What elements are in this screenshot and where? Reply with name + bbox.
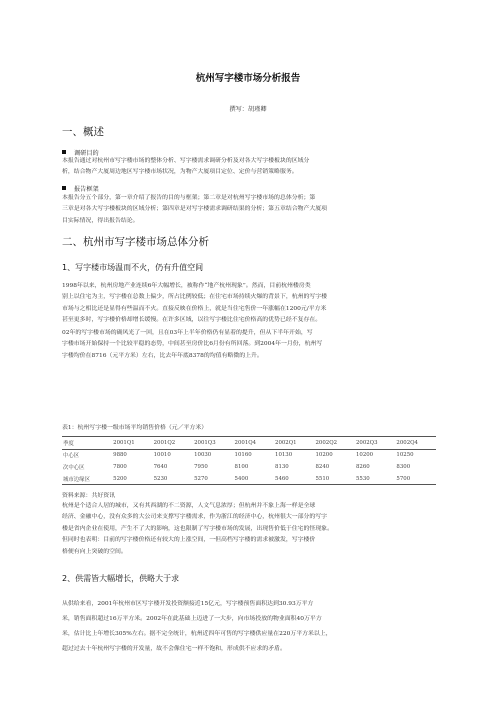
table-cell: 10010	[153, 452, 171, 459]
table-cell: 10030	[194, 452, 212, 459]
text-line: 字楼均价在8716（元平方米）左右，比去年年底8378的均值有略微的上升。	[62, 352, 263, 359]
paragraph-research-purpose	[62, 156, 436, 179]
report-title: 杭州写字楼市场分析报告	[195, 73, 301, 84]
section-2-heading: 二、杭州市写字楼市场总体分析	[62, 236, 209, 248]
text-line: 1998年以来，杭州房地产业连续6年大幅增长，被称作“地产杭州现象”。然而，目前杭州楼房类	[62, 283, 311, 289]
text-line: 楼是省内企业在使用，产生不了大的影响，这也限制了写字楼市场的发展，出现售价低于住宅的怪现象。	[62, 525, 333, 532]
text-line: 但同时也表明：目前的写字楼价格还有较大的上涨空间，一但高档写字楼的需求被激发，写字楼价	[62, 537, 316, 544]
table-cell: 5510	[314, 473, 354, 485]
table-cell: 8240	[315, 463, 330, 470]
table-header-cell: 2002Q3	[355, 437, 395, 450]
text-line: 从供给来看，2001年杭州市区写字楼开发投资额接近15亿元，写字楼预售面积达到30.93万平方	[62, 601, 314, 607]
table-cell: 5230	[153, 473, 193, 485]
table-cell: 9880	[113, 452, 127, 459]
text-line: 本报告通过对杭州市写字楼市场的整体分析、写字楼需求调研分析及对各大写字楼板块的区域分	[62, 158, 310, 164]
text-line: 米，销售面积超过16万平方米。2002年在此基础上迈进了一大步，向市场投放的物业面积40万平方	[62, 616, 322, 622]
table-header-cell: 2002Q4	[395, 437, 436, 450]
text-line: 析，结合物产大厦周边地区写字楼市场状况，为物产大厦项目定位、定价与营销策略服务。	[62, 169, 298, 176]
table-cell: 城市边缘区	[62, 473, 112, 485]
table-header-cell: 2002Q2	[314, 437, 354, 450]
table-cell: 8260	[355, 463, 370, 470]
table-header-cell: 2001Q3	[193, 437, 233, 450]
table-cell: 5460	[274, 473, 314, 485]
text-line: 目实际情况，得出报告结论。	[62, 217, 139, 224]
text-line: 字楼市场开始保持一个比较平稳的态势，中间甚至房价比6月份有所回落。到2004年一月份，杭州写	[62, 341, 323, 348]
table-header-cell: 2001Q1	[112, 437, 152, 450]
text-line: 米，估计比上年增长305%左右。据不完全统计，杭州近四年可售的写字楼供应量在220万平方米以上，	[62, 631, 332, 637]
text-line: 超过过去十年杭州写字楼的开发量，故不会像住宅一样不饱和，形成供不应求的矛盾。	[62, 646, 286, 652]
table-cell: 7800	[113, 463, 127, 470]
text-line: 别上以住宅为主，写字楼在总数上偏少，所占比例较低；在住宅市场持续火爆的背景下，杭州的写字楼	[62, 294, 328, 301]
table-cell: 5200	[112, 473, 152, 485]
table-source: 资料来源：共好资讯	[62, 493, 116, 499]
text-line: 甚至更多时，写字楼价格却增长缓慢。在许多区域，以往写字楼比住宅价格高的优势已经不复存在。	[62, 317, 322, 324]
subsection-1-heading: 1、写字楼市场温而不火，仍有升值空间	[62, 263, 204, 272]
table-cell: 7950	[194, 463, 208, 470]
table-cell: 10200	[315, 452, 333, 459]
square-bullet-icon	[62, 150, 66, 154]
table-header-cell: 2001Q4	[234, 437, 274, 450]
text-line: 格便有向上突破的空间。	[62, 548, 127, 555]
table-header-row	[62, 437, 436, 450]
table-header-cell: 2002Q1	[274, 437, 314, 450]
text-line: 市场与之相比还是显得有些温而不火。直接反映在价格上，就是当住宅售价一年涨幅在1200元/平方米	[62, 305, 327, 312]
table-cell: 5400	[234, 473, 274, 485]
report-author: 撰写：胡瑾卿	[229, 106, 267, 113]
table-cell: 8130	[275, 463, 289, 470]
table-header-cell: 季度	[62, 437, 112, 450]
table-header-cell: 2001Q2	[153, 437, 193, 450]
section-1-heading: 一、概述	[62, 126, 104, 138]
paragraph-price-trend	[62, 328, 436, 362]
text-line: 02年的写字楼市场的确风光了一回，且在03年上半年价格仍有显着的提升，但从下半年开始，写	[62, 330, 313, 336]
table-cell: 10130	[275, 452, 293, 459]
text-line: 杭州是个适合人居的城市，又有其西湖的不二资源，人文气息浓厚；但杭州并不象上海一样是全球	[62, 503, 316, 509]
table-cell: 8100	[234, 463, 249, 470]
subsection-2-heading: 2、供需皆大幅增长，供略大于求	[62, 574, 180, 583]
table-cell: 5270	[193, 473, 233, 485]
price-table	[62, 436, 436, 485]
table-cell: 10250	[396, 452, 414, 459]
bullet-report-framework	[62, 184, 99, 193]
table-cell: 10200	[355, 452, 374, 459]
table-cell: 7640	[153, 463, 168, 470]
text-line: 本报告分五个部分，第一章介绍了报告的目的与框架；第二章是对杭州写字楼市场的总体分析；第	[62, 195, 316, 201]
table-caption: 表1：杭州写字楼一级市场平均销售价格（元／平方米）	[62, 425, 208, 431]
table-cell: 5700	[395, 473, 436, 485]
table-row	[62, 473, 436, 485]
bullet-label: 调研目的	[74, 150, 99, 157]
table-cell: 中心区	[63, 453, 80, 460]
square-bullet-icon	[62, 186, 66, 190]
table-cell: 5530	[355, 473, 395, 485]
paragraph-city-analysis	[62, 501, 436, 558]
bullet-label: 报告框架	[74, 186, 99, 193]
text-line: 三章是对各大写字楼板块的区域分析；第四章是对写字楼需求调研结果的分析；第五章结合物产大厦项	[62, 206, 328, 213]
table-cell: 10160	[234, 452, 252, 459]
table-row	[62, 449, 436, 461]
text-line: 经济、金融中心，没有众多的大公司来支撑写字楼需求，作为浙江的经济中心，杭州很大一部分的写字	[62, 514, 328, 521]
paragraph-report-framework	[62, 193, 436, 227]
table-cell: 次中心区	[63, 464, 85, 471]
paragraph-supply-demand	[62, 597, 436, 657]
table-row	[62, 461, 436, 473]
paragraph-market-overview	[62, 281, 436, 327]
table-cell: 8300	[396, 463, 411, 470]
